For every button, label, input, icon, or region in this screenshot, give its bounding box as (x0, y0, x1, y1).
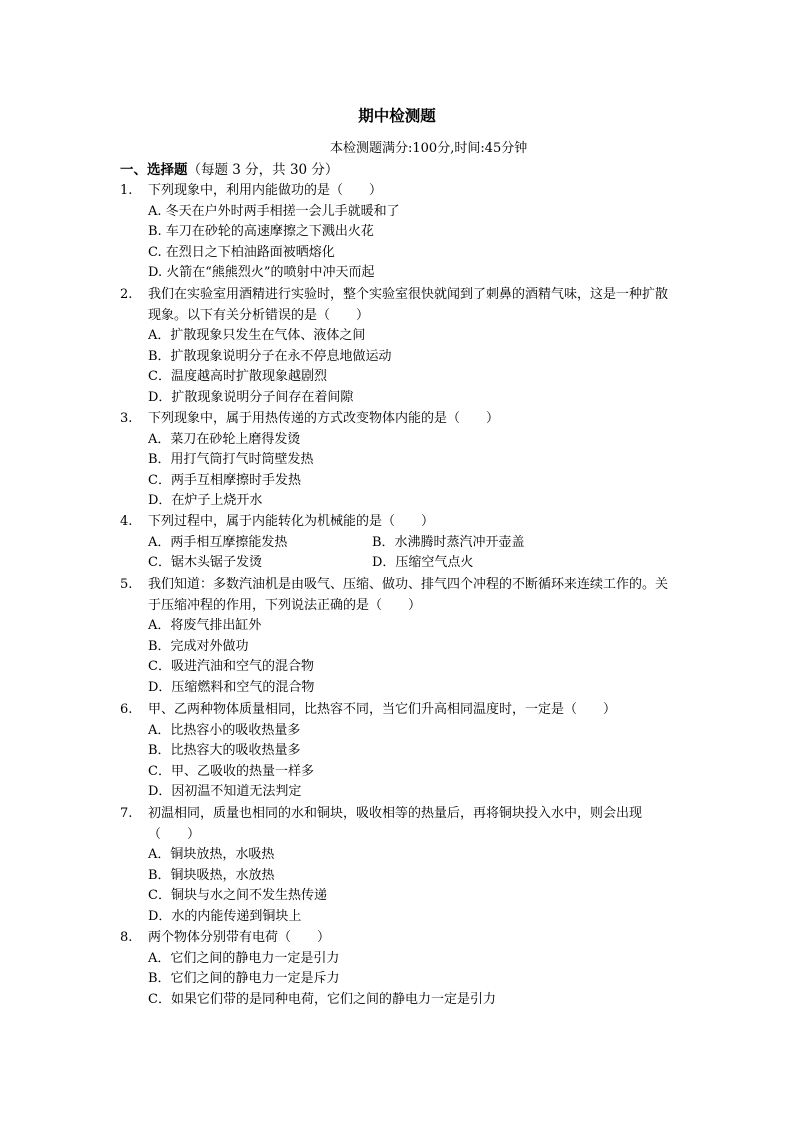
option-list (148, 326, 680, 408)
option-a: A. 冬天在户外时两手相搓一会儿手就暖和了 (148, 203, 400, 219)
option-b: B．铜块吸热，水放热 (148, 867, 275, 883)
section-prefix: 一、选择题 (120, 162, 188, 178)
question-3 (120, 409, 680, 512)
option-b: B．扩散现象说明分子在永不停息地做运动 (148, 348, 392, 364)
option-a: A．扩散现象只发生在气体、液体之间 (148, 328, 366, 344)
option-c: C．温度越高时扩散现象越剧烈 (148, 369, 327, 385)
option-d: D．在炉子上烧开水 (148, 493, 263, 509)
option-d: D．压缩燃料和空气的混合物 (148, 679, 315, 695)
question-number: 3. (120, 411, 133, 426)
question-6 (120, 700, 680, 803)
question-stem: 我们在实验室用酒精进行实验时，整个实验室很快就闻到了刺鼻的酒精气味，这是一种扩散现象。以下有关分析错误的是（ ） (148, 287, 669, 323)
section-suffix: （每题 3 分，共 30 分） (187, 162, 339, 178)
question-7 (120, 804, 680, 928)
option-b: B．比热容大的吸收热量多 (148, 743, 301, 759)
option-d: D. 火箭在“熊熊烈火”的喷射中冲天而起 (148, 265, 375, 281)
question-number: 6. (120, 702, 133, 717)
option-list (148, 721, 680, 803)
option-c: C. 在烈日之下柏油路面被晒熔化 (148, 244, 335, 260)
question-stem: 我们知道：多数汽油机是由吸气、压缩、做功、排气四个冲程的不断循环来连续工作的。关于压缩冲程的作用，下列说法正确的是（ ） (148, 577, 669, 613)
option-a: A．两手相互摩擦能发热 (148, 534, 288, 550)
question-stem: 下列现象中，属于用热传递的方式改变物体内能的是（ ） (148, 411, 500, 426)
option-list (148, 845, 680, 927)
option-b: B．它们之间的静电力一定是斥力 (148, 971, 340, 987)
option-a: A．它们之间的静电力一定是引力 (148, 950, 340, 966)
question-stem: 初温相同，质量也相同的水和铜块，吸收相等的热量后，再将铜块投入水中，则会出现（ ） (148, 806, 643, 842)
question-number: 5. (120, 577, 133, 592)
option-a: A．比热容小的吸收热量多 (148, 722, 301, 738)
question-5 (120, 575, 680, 699)
option-a: A．将废气排出缸外 (148, 618, 262, 634)
option-d: D．因初温不知道无法判定 (148, 784, 302, 800)
option-c: C．锯木头锯子发烫 (148, 555, 262, 571)
question-1 (120, 181, 680, 284)
option-b: B. 车刀在砂轮的高速摩擦之下溅出火花 (148, 224, 374, 240)
question-stem: 两个物体分别带有电荷（ ） (148, 930, 331, 945)
question-number: 7. (120, 806, 133, 821)
page-title: 期中检测题 (358, 106, 436, 125)
option-list (148, 949, 680, 1011)
question-number: 2. (120, 287, 133, 302)
option-a: A．铜块放热，水吸热 (148, 847, 275, 863)
option-a: A．菜刀在砂轮上磨得发烫 (148, 431, 301, 447)
option-d: D．扩散现象说明分子间存在着间隙 (148, 389, 354, 405)
option-b: B．水沸腾时蒸汽冲开壶盖 (372, 534, 525, 550)
option-list (148, 616, 680, 698)
option-list (148, 202, 680, 284)
section-heading (120, 160, 338, 180)
exam-info: 本检测题满分:100分,时间:45分钟 (330, 141, 528, 156)
option-c: C．甲、乙吸收的热量一样多 (148, 763, 314, 779)
question-8 (120, 928, 680, 1010)
option-c: C．两手互相摩擦时手发热 (148, 472, 301, 488)
option-c: C．吸进汽油和空气的混合物 (148, 659, 314, 675)
question-stem: 下列过程中，属于内能转化为机械能的是（ ） (148, 514, 435, 529)
option-d: D．水的内能传递到铜块上 (148, 908, 302, 924)
option-c: C．铜块与水之间不发生热传递 (148, 888, 327, 904)
option-b: B．完成对外做功 (148, 638, 249, 654)
question-stem: 下列现象中，利用内能做功的是（ ） (148, 183, 383, 198)
question-stem: 甲、乙两种物体质量相同，比热容不同，当它们升高相同温度时，一定是（ ） (148, 702, 617, 717)
option-c: C．如果它们带的是同种电荷，它们之间的静电力一定是引力 (148, 991, 496, 1007)
question-number: 1. (120, 183, 133, 198)
question-number: 8. (120, 930, 133, 945)
option-b: B．用打气筒打气时筒壁发热 (148, 452, 314, 468)
question-number: 4. (120, 514, 133, 529)
question-2 (120, 285, 680, 409)
question-4 (120, 512, 680, 574)
option-d: D．压缩空气点火 (372, 555, 474, 571)
option-list (148, 430, 680, 512)
option-list (148, 533, 680, 574)
